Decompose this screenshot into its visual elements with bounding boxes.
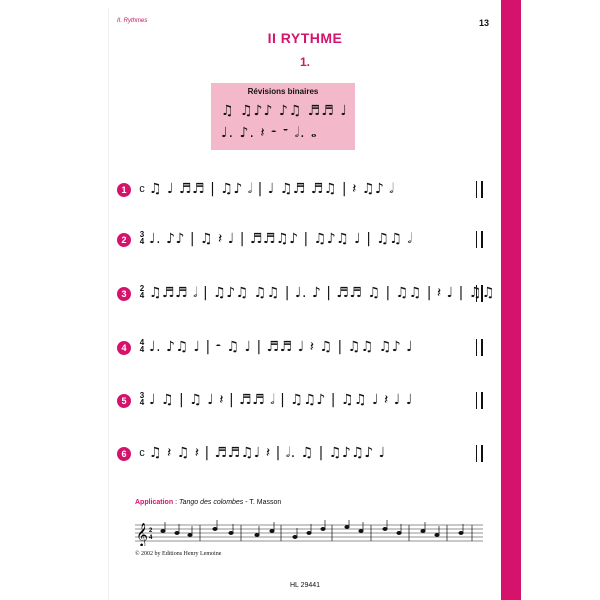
rhythm-line: ♩. ♪♫ ♩ | 𝄼 ♫ ♩ | ♬♬ ♩ 𝄽 ♫ | ♫♫ ♫♪ ♩ — [149, 339, 414, 355]
page-number: 13 — [478, 18, 489, 28]
exercise-number-badge: 4 — [117, 341, 131, 355]
exercise-row — [117, 285, 497, 305]
application-composer: - T. Masson — [243, 499, 282, 506]
staff-notes — [161, 520, 472, 541]
final-barline — [476, 231, 483, 248]
exercise-number-badge: 2 — [117, 233, 131, 247]
time-signature-top: 4 — [139, 338, 145, 347]
lesson-number: 1. — [299, 55, 310, 69]
magenta-page-edge — [501, 0, 521, 600]
exercise-number-badge: 5 — [117, 394, 131, 408]
time-signature — [138, 392, 146, 406]
exercise-number-badge: 3 — [117, 287, 131, 301]
exercise-row — [117, 231, 497, 251]
time-signature-bottom: 4 — [139, 398, 145, 407]
time-signature-top: 2 — [139, 284, 145, 293]
time-signature-top: 3 — [139, 230, 145, 239]
time-signature-top: c — [139, 183, 145, 195]
exercise-number-badge: 6 — [117, 447, 131, 461]
time-signature — [138, 445, 146, 461]
application-piece: Tango des colombes — [178, 499, 244, 506]
application-staff — [135, 520, 483, 546]
exercise-number-badge: 1 — [117, 183, 131, 197]
time-signature-bottom: 4 — [139, 291, 145, 300]
copyright-notice: © 2002 by Editions Henry Lemoine — [135, 551, 222, 557]
rhythm-line: ♫ ♩ ♬♬ | ♫♪ 𝅗𝅥 | ♩ ♫♬ ♬♫ | 𝄽 ♫♪ 𝅗𝅥 — [149, 181, 395, 197]
time-signature — [138, 231, 146, 245]
staff-meter-top-icon: 2 — [149, 528, 153, 534]
application-caption — [135, 499, 281, 506]
exercise-row — [117, 181, 497, 201]
final-barline — [476, 285, 483, 302]
rhythm-line: ♫ 𝄽 ♫ 𝄽 | ♬♬♫♩ 𝄽 | 𝅗𝅥. ♫ | ♫♪♫♪ ♩ — [149, 445, 386, 461]
application-sep: : — [173, 499, 179, 506]
final-barline — [476, 181, 483, 198]
staff-svg — [135, 520, 483, 546]
review-rhythms-row-2: ♩. ♪. 𝄽 𝄼 𝄻 𝅗𝅥. 𝅝 — [221, 125, 318, 141]
score-page — [109, 8, 501, 600]
review-rhythms-row-1: ♫ ♫♪♪ ♪♫ ♬♬ ♩ — [221, 103, 348, 119]
section-label: II. Rythmes — [117, 18, 148, 24]
rhythm-line: ♩ ♫ | ♫ ♩ 𝄽 | ♬♬ 𝅗𝅥 | ♫♫♪ | ♫♫ ♩ 𝄽 ♩ ♩ — [149, 392, 413, 408]
catalog-code: HL 29441 — [289, 582, 321, 589]
rhythm-line: ♫♬♬ 𝅗𝅥 | ♫♪♫ ♫♫ | ♩. ♪ | ♬♬ ♫ | ♫♫ | 𝄽 ♩ | ♫♫ — [149, 285, 495, 301]
staff-meter-bottom-icon: 4 — [149, 535, 153, 541]
exercise-row — [117, 392, 497, 412]
final-barline — [476, 445, 483, 462]
time-signature — [138, 181, 146, 197]
time-signature-bottom: 4 — [139, 237, 145, 246]
page-title: II RYTHME — [267, 30, 343, 46]
time-signature-top: c — [139, 447, 145, 459]
time-signature-top: 3 — [139, 391, 145, 400]
review-title: Révisions binaires — [247, 87, 319, 96]
time-signature-bottom: 4 — [139, 345, 145, 354]
time-signature — [138, 285, 146, 299]
final-barline — [476, 339, 483, 356]
time-signature — [138, 339, 146, 353]
exercise-row — [117, 339, 497, 359]
final-barline — [476, 392, 483, 409]
application-label: Application — [135, 499, 174, 506]
review-box — [211, 83, 355, 150]
exercise-row — [117, 445, 497, 465]
treble-clef-icon: 𝄞 — [136, 522, 148, 546]
rhythm-line: ♩. ♪♪ | ♫ 𝄽 ♩ | ♬♬♫♪ | ♫♪♫ ♩ | ♫♫ 𝅗𝅥 — [149, 231, 413, 247]
